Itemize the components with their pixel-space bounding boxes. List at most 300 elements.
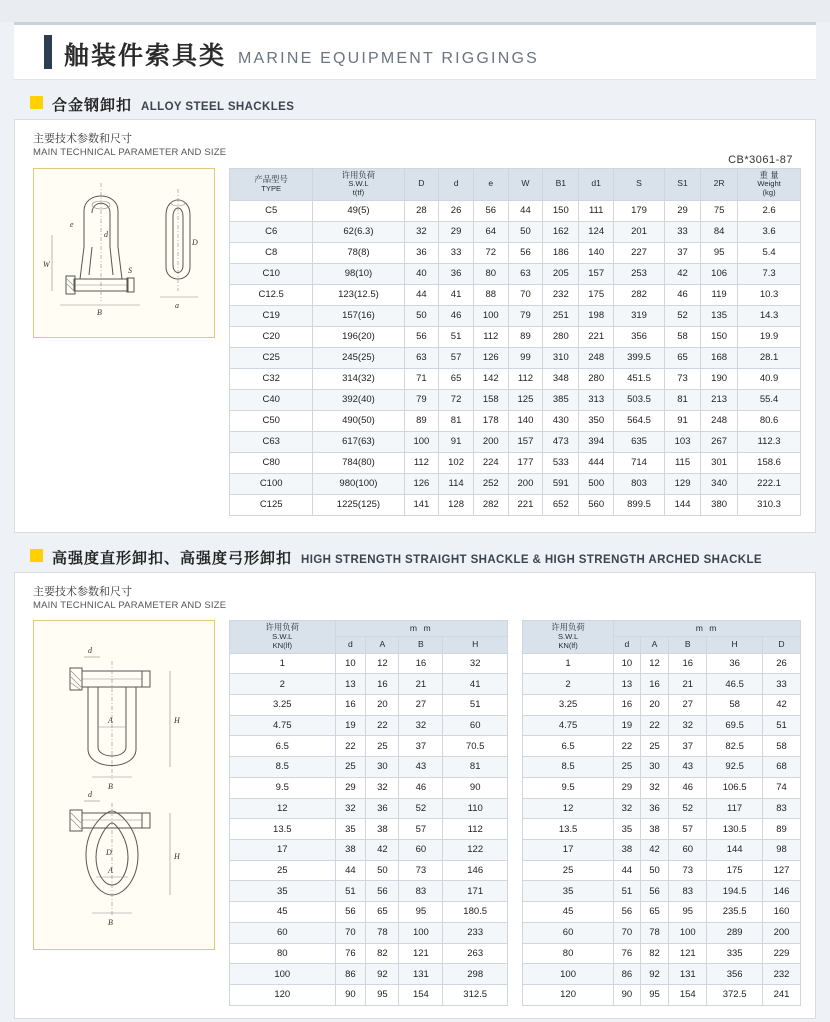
table-cell: 115 <box>665 452 701 473</box>
table-cell: 123(12.5) <box>313 284 404 305</box>
table-cell: 16 <box>614 694 641 715</box>
table-cell: 186 <box>543 242 579 263</box>
table-cell: 224 <box>473 452 508 473</box>
table-cell: 99 <box>508 347 543 368</box>
table-cell: 44 <box>404 284 439 305</box>
table-cell: 82.5 <box>707 736 763 757</box>
table-cell: 100 <box>399 922 443 943</box>
table-cell: 125 <box>508 389 543 410</box>
table-row <box>523 922 801 943</box>
table-header-row <box>230 168 801 200</box>
table-cell: 399.5 <box>614 347 665 368</box>
table-cell: 127 <box>763 860 801 881</box>
table-cell: 119 <box>701 284 738 305</box>
table-cell: C125 <box>230 494 313 515</box>
table-cell: 141 <box>404 494 439 515</box>
table-cell: 8.5 <box>230 757 336 778</box>
table-cell: 451.5 <box>614 368 665 389</box>
table-cell: 36 <box>366 798 399 819</box>
table-cell: 190 <box>701 368 738 389</box>
table-cell: 252 <box>473 473 508 494</box>
th-d1 <box>579 168 614 200</box>
straight-shackle-table <box>229 620 508 1006</box>
th-swl-left-en: S.W.L <box>272 632 293 642</box>
table-cell: 45 <box>230 902 336 923</box>
th-B1-label: B1 <box>555 178 567 189</box>
table-cell: 50 <box>640 860 669 881</box>
table-cell: 372.5 <box>707 985 763 1006</box>
table-cell: 68 <box>763 757 801 778</box>
table-cell: 158.6 <box>738 452 801 473</box>
table-cell: 356 <box>614 326 665 347</box>
table-cell: 394 <box>579 431 614 452</box>
table-cell: 146 <box>443 860 508 881</box>
table-cell: 131 <box>669 964 707 985</box>
table-cell: 38 <box>614 839 641 860</box>
table-cell: 17 <box>523 839 614 860</box>
table-cell: 90 <box>335 985 366 1006</box>
table-cell: 635 <box>614 431 665 452</box>
table-cell: 91 <box>439 431 474 452</box>
table-cell: 111 <box>579 200 614 221</box>
table-cell: 25 <box>614 757 641 778</box>
table-cell: 46 <box>669 777 707 798</box>
table-cell: 56 <box>404 326 439 347</box>
table-cell: 44 <box>508 200 543 221</box>
table-cell: 430 <box>543 410 579 431</box>
table-cell: 180.5 <box>443 902 508 923</box>
table-cell: 200 <box>473 431 508 452</box>
th-swl-cn: 许用负荷 <box>341 169 376 180</box>
th-2R <box>701 168 738 200</box>
table-row <box>230 819 508 840</box>
table-row <box>230 284 801 305</box>
table-cell: 65 <box>640 902 669 923</box>
table-row <box>230 964 508 985</box>
table-cell: 26 <box>439 200 474 221</box>
section-1-body <box>29 168 801 516</box>
table-cell: 117 <box>707 798 763 819</box>
table-cell: 32 <box>614 798 641 819</box>
table-cell: 60 <box>669 839 707 860</box>
table-cell: 25 <box>523 860 614 881</box>
table-row <box>230 736 508 757</box>
table-cell: 81 <box>443 757 508 778</box>
table-row <box>230 757 508 778</box>
table-row <box>230 943 508 964</box>
header-accent-bar <box>44 35 52 69</box>
table-cell: 201 <box>614 221 665 242</box>
table-cell: 13 <box>614 674 641 695</box>
table-head-right <box>523 621 801 653</box>
table-cell: 282 <box>473 494 508 515</box>
table-cell: 120 <box>523 985 614 1006</box>
table-cell: 177 <box>508 452 543 473</box>
table-cell: 44 <box>335 860 366 881</box>
table-cell: 16 <box>399 653 443 674</box>
th-S-label: S <box>636 178 642 189</box>
table-cell: 95 <box>669 902 707 923</box>
table-cell: 52 <box>669 798 707 819</box>
table-cell: 52 <box>665 305 701 326</box>
table-cell: 175 <box>579 284 614 305</box>
table-cell: 533 <box>543 452 579 473</box>
table-cell: 232 <box>763 964 801 985</box>
table-cell: 32 <box>366 777 399 798</box>
th-B1 <box>543 168 579 200</box>
table-cell: 56 <box>614 902 641 923</box>
page-title-en: MARINE EQUIPMENT RIGGINGS <box>238 50 539 67</box>
table-cell: 63 <box>404 347 439 368</box>
table-cell: 78(8) <box>313 242 404 263</box>
table-cell: 38 <box>335 839 366 860</box>
table-row <box>230 431 801 452</box>
table-cell: 6.5 <box>523 736 614 757</box>
table-row <box>523 736 801 757</box>
table-cell: 12 <box>230 798 336 819</box>
table-cell: 129 <box>665 473 701 494</box>
th-weight-en: Weight <box>757 179 781 189</box>
section-2-panel <box>14 572 816 1019</box>
table-cell: 79 <box>508 305 543 326</box>
table-cell: 154 <box>669 985 707 1006</box>
table-cell: 56 <box>640 881 669 902</box>
table-row <box>230 839 508 860</box>
table-cell: 245(25) <box>313 347 404 368</box>
table-cell: 803 <box>614 473 665 494</box>
table-cell: 500 <box>579 473 614 494</box>
th-S <box>614 168 665 200</box>
table-cell: 88 <box>473 284 508 305</box>
table-cell: 2 <box>523 674 614 695</box>
table-cell: 60 <box>399 839 443 860</box>
table-cell: 10.3 <box>738 284 801 305</box>
table-cell: 95 <box>640 985 669 1006</box>
table-cell: 13.5 <box>230 819 336 840</box>
table-cell: C100 <box>230 473 313 494</box>
table-cell: 22 <box>366 715 399 736</box>
table-cell: 392(40) <box>313 389 404 410</box>
table-cell: C80 <box>230 452 313 473</box>
table-cell: 3.25 <box>230 694 336 715</box>
table-cell: 263 <box>443 943 508 964</box>
standard-code: CB*3061-87 <box>728 154 793 166</box>
table-cell: 98(10) <box>313 263 404 284</box>
table-row <box>523 964 801 985</box>
table-cell: 28 <box>404 200 439 221</box>
table-cell: C8 <box>230 242 313 263</box>
shackle-drawing-box-1 <box>33 168 215 338</box>
table-row <box>230 410 801 431</box>
table-cell: 50 <box>508 221 543 242</box>
th-swl <box>313 168 404 200</box>
table-row <box>230 494 801 515</box>
th-e <box>473 168 508 200</box>
table-cell: 112.3 <box>738 431 801 452</box>
table-cell: 81 <box>665 389 701 410</box>
table-cell: 25 <box>366 736 399 757</box>
table-cell: 78 <box>640 922 669 943</box>
table-cell: 72 <box>473 242 508 263</box>
table-cell: 102 <box>439 452 474 473</box>
table-row <box>230 881 508 902</box>
table-cell: 46.5 <box>707 674 763 695</box>
table-cell: 83 <box>763 798 801 819</box>
table-cell: 38 <box>640 819 669 840</box>
table-cell: 100 <box>523 964 614 985</box>
table-cell: 73 <box>669 860 707 881</box>
table-cell: 131 <box>399 964 443 985</box>
table-cell: 35 <box>230 881 336 902</box>
table-cell: 83 <box>399 881 443 902</box>
th-type-cn: 产品型号 <box>254 174 288 185</box>
table-cell: 86 <box>335 964 366 985</box>
table-cell: 81 <box>439 410 474 431</box>
dim3-label-A: A <box>108 866 113 876</box>
table-cell: 473 <box>543 431 579 452</box>
table-row <box>230 694 508 715</box>
table-cell: 4.75 <box>523 715 614 736</box>
table-cell: 142 <box>473 368 508 389</box>
th-right-H: H <box>707 637 763 653</box>
th-S1-label: S1 <box>677 178 688 189</box>
table-cell: 70 <box>508 284 543 305</box>
section-2-title <box>30 547 816 568</box>
table-cell: 56 <box>366 881 399 902</box>
table-cell: 36 <box>404 242 439 263</box>
table-cell: 160 <box>763 902 801 923</box>
table-cell: 91 <box>665 410 701 431</box>
page-header <box>14 22 816 80</box>
section-1-panel <box>14 119 816 533</box>
th-d1-label: d1 <box>591 178 601 189</box>
table-cell: 162 <box>543 221 579 242</box>
table-cell: 179 <box>614 200 665 221</box>
alloy-shackle-table <box>229 168 801 516</box>
table-cell: 73 <box>665 368 701 389</box>
dim-label-d: d <box>104 229 108 239</box>
th-S1 <box>665 168 701 200</box>
th-swl-right-en: S.W.L <box>557 632 579 642</box>
table-cell: 92 <box>640 964 669 985</box>
table-row <box>230 200 801 221</box>
table-cell: 89 <box>404 410 439 431</box>
table-cell: 25 <box>335 757 366 778</box>
table-cell: 313 <box>579 389 614 410</box>
table-row <box>230 221 801 242</box>
th-d <box>439 168 474 200</box>
table-row <box>230 473 801 494</box>
th-left-A: A <box>366 637 399 653</box>
table-cell: 130.5 <box>707 819 763 840</box>
table-cell: 33 <box>763 674 801 695</box>
table-cell: 84 <box>701 221 738 242</box>
table-cell: 75 <box>701 200 738 221</box>
table-cell: 19.9 <box>738 326 801 347</box>
table-cell: 168 <box>701 347 738 368</box>
table-cell: 95 <box>366 985 399 1006</box>
table-cell: 157 <box>508 431 543 452</box>
table-cell: 92 <box>366 964 399 985</box>
table-cell: 200 <box>763 922 801 943</box>
table-cell: 248 <box>701 410 738 431</box>
th-mm-left: m m <box>335 621 507 637</box>
th-right-A: A <box>640 637 669 653</box>
table-cell: 63 <box>508 263 543 284</box>
table-cell: 19 <box>335 715 366 736</box>
table-cell: 560 <box>579 494 614 515</box>
table-cell: 617(63) <box>313 431 404 452</box>
table-cell: 21 <box>399 674 443 695</box>
table-cell: 20 <box>366 694 399 715</box>
table-cell: 56 <box>335 902 366 923</box>
table-cell: 106 <box>701 263 738 284</box>
dim3-label-D: D <box>106 848 112 858</box>
table-cell: 784(80) <box>313 452 404 473</box>
table-cell: 128 <box>439 494 474 515</box>
table-cell: 38 <box>366 819 399 840</box>
table-cell: 348 <box>543 368 579 389</box>
table-cell: 490(50) <box>313 410 404 431</box>
table-header-row-left-1 <box>230 621 508 637</box>
th-right-D: D <box>763 637 801 653</box>
table-cell: 21 <box>669 674 707 695</box>
th-D-label: D <box>418 178 425 189</box>
table-cell: 350 <box>579 410 614 431</box>
table-row <box>523 715 801 736</box>
table-cell: 82 <box>366 943 399 964</box>
th-left-H: H <box>443 637 508 653</box>
table-row <box>230 674 508 695</box>
table-cell: 310 <box>543 347 579 368</box>
table-cell: 60 <box>443 715 508 736</box>
table-cell: 3.6 <box>738 221 801 242</box>
table-cell: 194.5 <box>707 881 763 902</box>
table-cell: 12 <box>366 653 399 674</box>
table-cell: 37 <box>669 736 707 757</box>
table-cell: 112 <box>508 368 543 389</box>
table-cell: 12 <box>523 798 614 819</box>
table-cell: 57 <box>439 347 474 368</box>
table-cell: 70 <box>614 922 641 943</box>
table-cell: 32 <box>335 798 366 819</box>
table-row <box>230 452 801 473</box>
th-D <box>404 168 439 200</box>
table-row <box>230 242 801 263</box>
table-row <box>523 881 801 902</box>
table-cell: 33 <box>665 221 701 242</box>
table-cell: 150 <box>543 200 579 221</box>
section-2-param-en: MAIN TECHNICAL PARAMETER AND SIZE <box>33 599 227 611</box>
table-cell: 112 <box>473 326 508 347</box>
table-cell: 120 <box>230 985 336 1006</box>
table-cell: 196(20) <box>313 326 404 347</box>
table-cell: 10 <box>335 653 366 674</box>
table-cell: 178 <box>473 410 508 431</box>
table-row <box>523 674 801 695</box>
th-swl-right-cn: 许用负荷 <box>551 622 585 633</box>
table-cell: 29 <box>439 221 474 242</box>
table-cell: 126 <box>473 347 508 368</box>
th-left-d: d <box>335 637 366 653</box>
th-swl-left <box>230 621 336 653</box>
table-cell: 33 <box>439 242 474 263</box>
bullet-square-icon <box>30 96 43 109</box>
table-cell: 80 <box>230 943 336 964</box>
section-2-tables <box>229 620 801 1003</box>
table-cell: 100 <box>230 964 336 985</box>
table-cell: 43 <box>669 757 707 778</box>
table-cell: 89 <box>763 819 801 840</box>
table-cell: 157 <box>579 263 614 284</box>
table-cell: 29 <box>335 777 366 798</box>
table-cell: 90 <box>443 777 508 798</box>
table-cell: 51 <box>439 326 474 347</box>
table-cell: 150 <box>701 326 738 347</box>
table-cell: 72 <box>439 389 474 410</box>
table-row <box>230 653 508 674</box>
table-cell: 340 <box>701 473 738 494</box>
table-cell: 37 <box>399 736 443 757</box>
table-cell: 30 <box>366 757 399 778</box>
dim2-label-A: A <box>108 716 113 726</box>
table-cell: 444 <box>579 452 614 473</box>
table-cell: 42 <box>665 263 701 284</box>
table-cell: 45 <box>523 902 614 923</box>
table-row <box>230 389 801 410</box>
dim3-label-H: H <box>174 852 180 862</box>
table-row <box>523 985 801 1006</box>
table-cell: 32 <box>399 715 443 736</box>
section-1-param-en: MAIN TECHNICAL PARAMETER AND SIZE <box>33 146 227 158</box>
table-cell: 6.5 <box>230 736 336 757</box>
th-W <box>508 168 543 200</box>
table-cell: 19 <box>614 715 641 736</box>
th-d-label: d <box>453 178 459 189</box>
table-cell: 78 <box>366 922 399 943</box>
table-cell: 98 <box>763 839 801 860</box>
section-2-body <box>29 620 801 1003</box>
table-cell: 52 <box>399 798 443 819</box>
table-cell: 82 <box>640 943 669 964</box>
table-cell: 60 <box>523 922 614 943</box>
section-1-title <box>30 94 816 115</box>
arched-shackle-table <box>522 620 801 1006</box>
table-cell: 564.5 <box>614 410 665 431</box>
table-row <box>523 653 801 674</box>
table-cell: 35 <box>523 881 614 902</box>
table-cell: 9.5 <box>523 777 614 798</box>
table-row <box>523 757 801 778</box>
table-cell: 35 <box>335 819 366 840</box>
table-cell: 20 <box>640 694 669 715</box>
table-cell: 356 <box>707 964 763 985</box>
table-cell: 213 <box>701 389 738 410</box>
table-cell: 4.75 <box>230 715 336 736</box>
table-cell: 90 <box>614 985 641 1006</box>
dim-label-B: B <box>97 307 102 317</box>
table-cell: 314(32) <box>313 368 404 389</box>
table-row <box>230 777 508 798</box>
table-cell: 32 <box>640 777 669 798</box>
dim2-label-B: B <box>108 782 113 792</box>
table-cell: 44 <box>614 860 641 881</box>
table-cell: C6 <box>230 221 313 242</box>
table-cell: 56 <box>508 242 543 263</box>
section-1-title-en: ALLOY STEEL SHACKLES <box>141 101 295 113</box>
table-cell: 79 <box>404 389 439 410</box>
table-cell: 103 <box>665 431 701 452</box>
